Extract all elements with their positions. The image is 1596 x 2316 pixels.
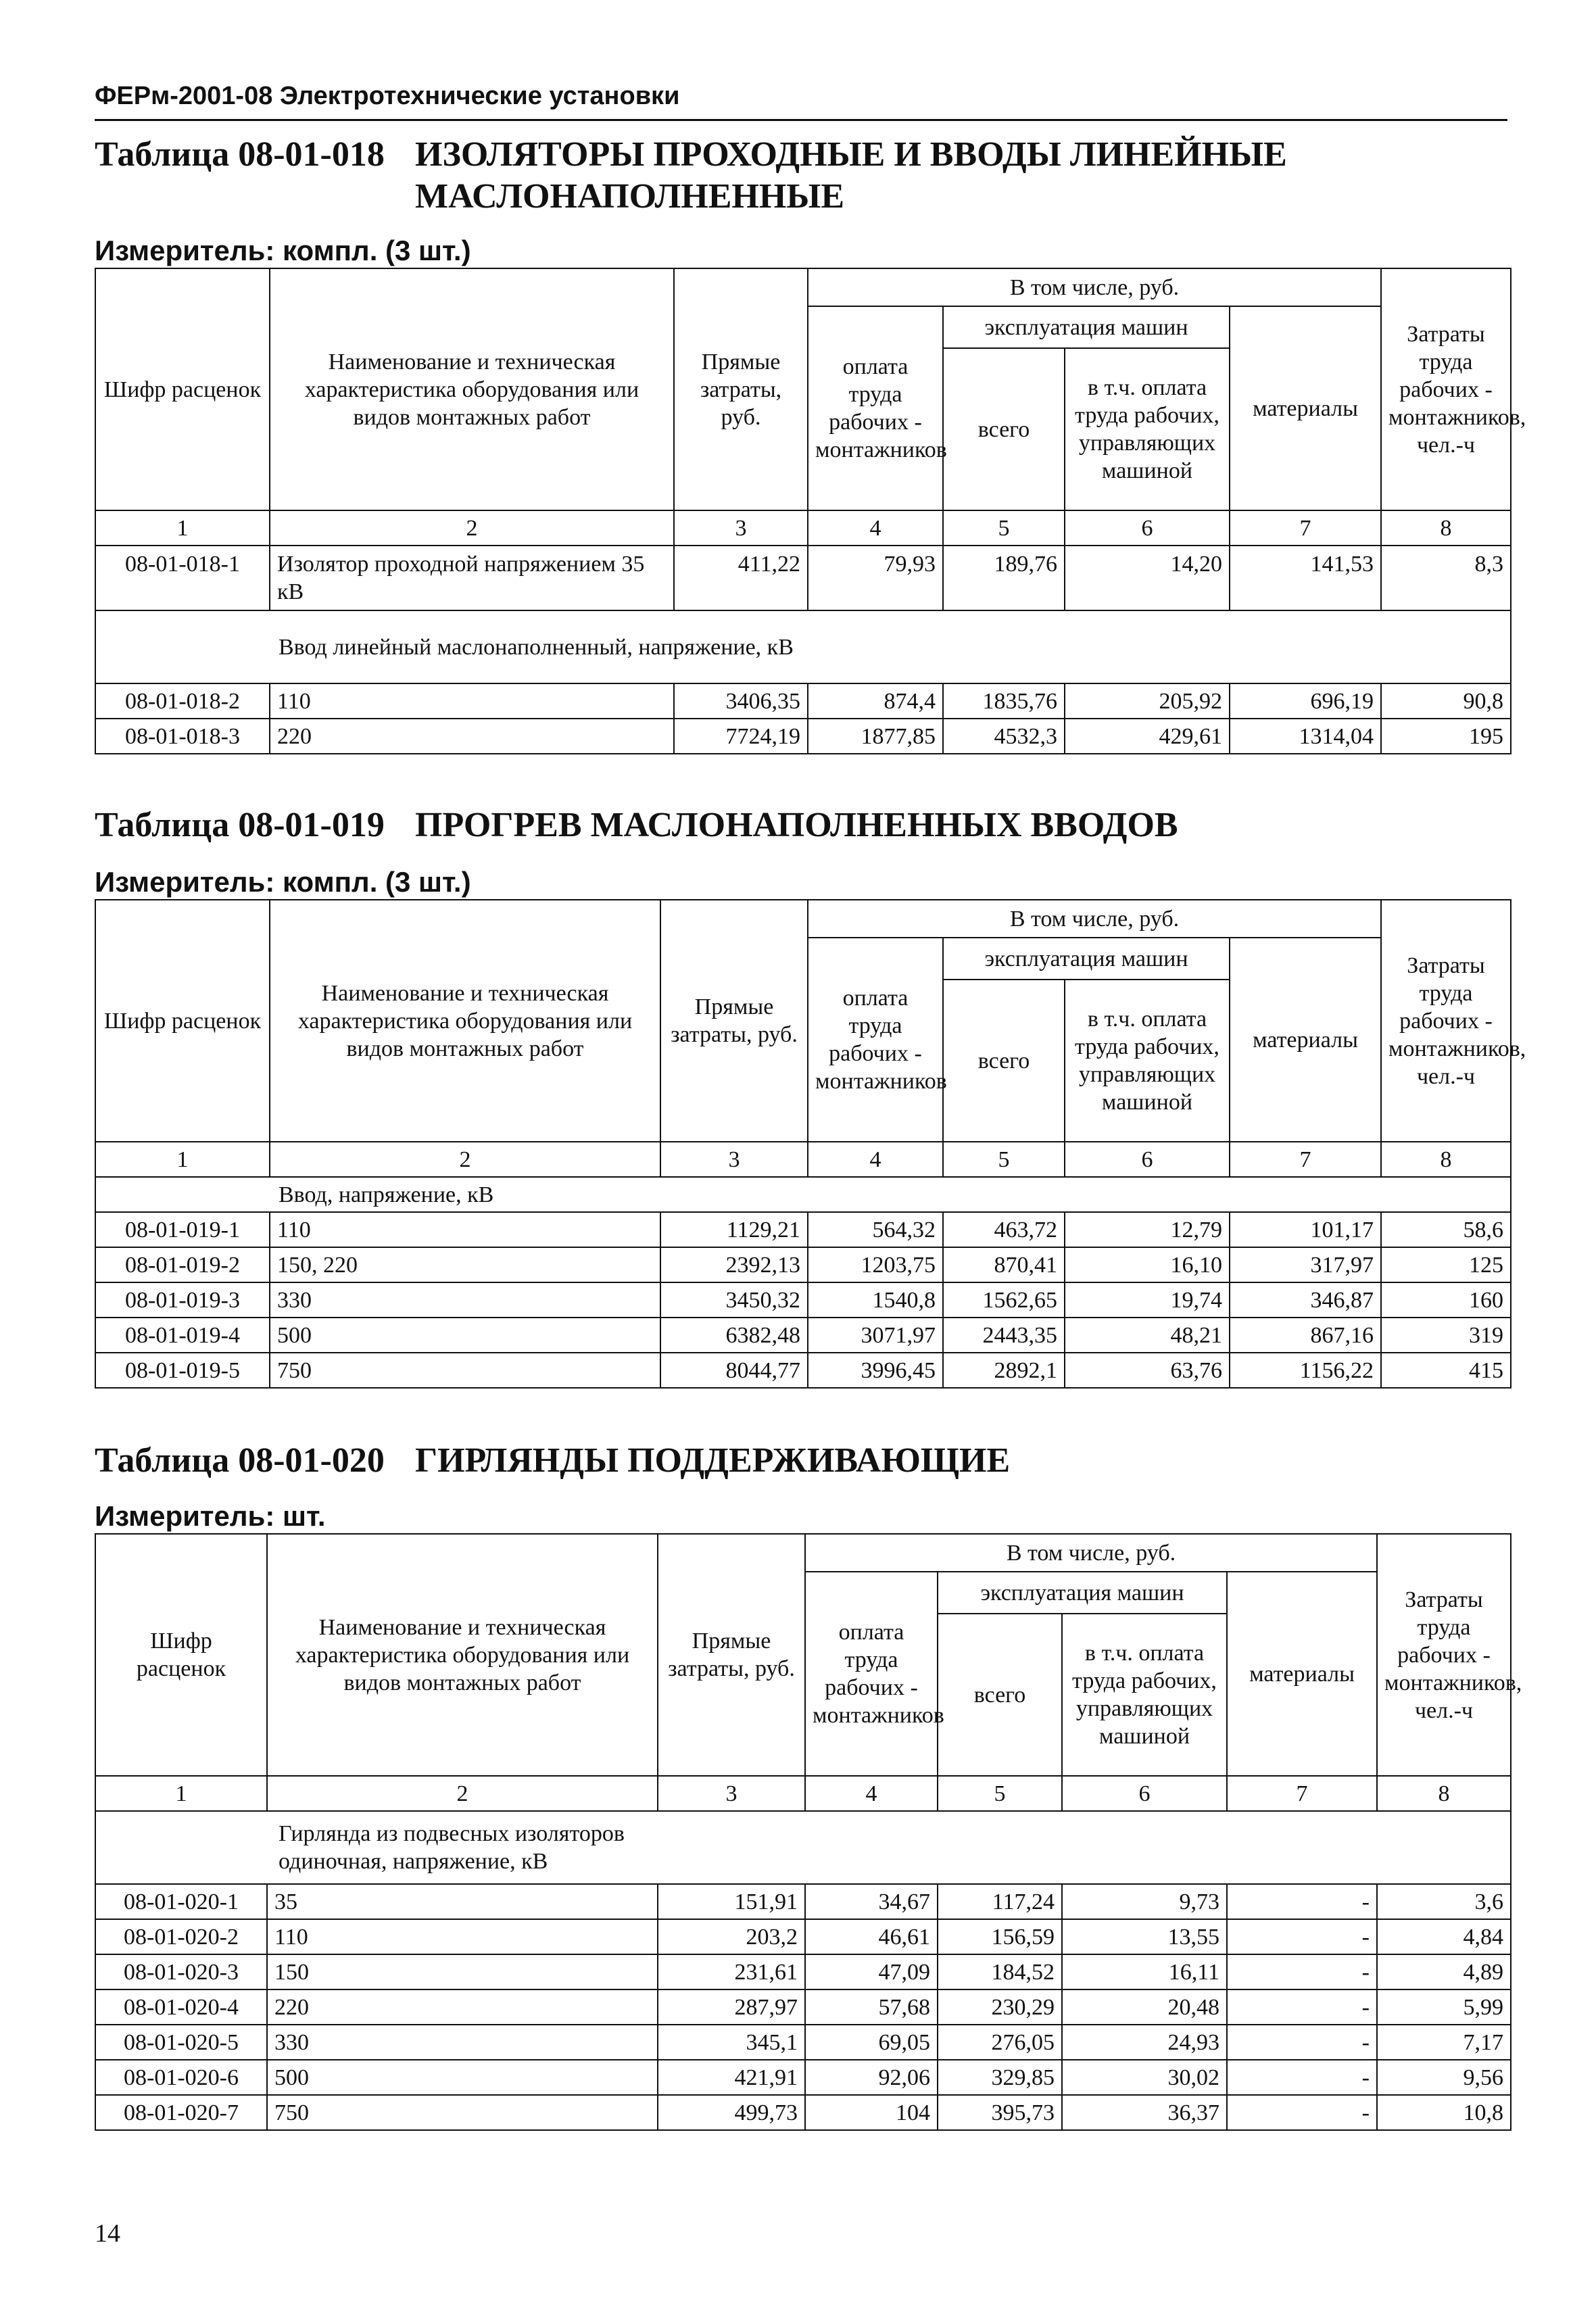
table-row: 08-01-020-4 220 287,97 57,68 230,29 20,48 - 5,99: [95, 1989, 1511, 2025]
col-header-machines: эксплуатация машин: [943, 306, 1230, 348]
column-numbers-row: 1 2 3 4 5 6 7 8: [95, 1776, 1511, 1811]
table-number: Таблица 08-01-019: [95, 806, 385, 844]
table-number: Таблица 08-01-020: [95, 1441, 385, 1480]
page-number: 14: [95, 2219, 120, 2248]
section-row: Ввод линейный маслонаполненный, напряжение, кВ: [95, 610, 1511, 683]
col-header-hours: Затраты труда рабочих - монтажников, чел.-ч: [1381, 268, 1511, 510]
header-rule: [95, 119, 1507, 121]
col-header-mach-labor: в т.ч. оплата труда рабочих, управляющих машиной: [1062, 1614, 1227, 1776]
table-row: 08-01-020-3 150 231,61 47,09 184,52 16,11 - 4,89: [95, 1954, 1511, 1989]
table-number: Таблица 08-01-018: [95, 135, 385, 174]
table-row: 08-01-019-5 750 8044,77 3996,45 2892,1 63,76 1156,22 415: [95, 1353, 1511, 1388]
col-header-code: Шифр расценок: [95, 268, 270, 510]
table-row: 08-01-020-5 330 345,1 69,05 276,05 24,93 - 7,17: [95, 2025, 1511, 2060]
unit-line: Измеритель: шт.: [95, 1500, 326, 1532]
column-numbers-row: 1 2 3 4 5 6 7 8: [95, 510, 1511, 546]
table-name: ИЗОЛЯТОРЫ ПРОХОДНЫЕ И ВВОДЫ ЛИНЕЙНЫЕ МАСЛОНАПОЛНЕННЫЕ: [415, 135, 1287, 216]
col-header-direct: Прямые затраты, руб.: [674, 268, 808, 510]
col-header-mach-total: всего: [943, 980, 1065, 1142]
col-header-incl: В том числе, руб.: [808, 268, 1381, 306]
table-row: 08-01-019-4 500 6382,48 3071,97 2443,35 48,21 867,16 319: [95, 1318, 1511, 1353]
table-row: 08-01-018-1 Изолятор проходной напряжением 35 кВ 411,22 79,93 189,76 14,20 141,53 8,3: [95, 546, 1511, 610]
unit-line: Измеритель: компл. (3 шт.): [95, 866, 471, 898]
col-header-machines: эксплуатация машин: [943, 938, 1230, 980]
table-name: ГИРЛЯНДЫ ПОДДЕРЖИВАЮЩИЕ: [415, 1441, 1011, 1480]
col-header-hours: Затраты труда рабочих - монтажников, чел.-ч: [1381, 900, 1511, 1142]
col-header-machines: эксплуатация машин: [938, 1572, 1227, 1614]
col-header-incl: В том числе, руб.: [805, 1534, 1377, 1572]
col-header-labor: оплата труда рабочих - монтажников: [808, 306, 943, 510]
table-row: 08-01-019-2 150, 220 2392,13 1203,75 870,41 16,10 317,97 125: [95, 1247, 1511, 1282]
norm-table-020: [95, 1533, 1522, 2131]
table-row: 08-01-020-2 110 203,2 46,61 156,59 13,55 - 4,84: [95, 1919, 1511, 1954]
col-header-incl: В том числе, руб.: [808, 900, 1381, 938]
section-row: Гирлянда из подвесных изоляторов одиночная, напряжение, кВ: [95, 1811, 1511, 1884]
col-header-direct: Прямые затраты, руб.: [660, 900, 808, 1142]
table-row: 08-01-020-7 750 499,73 104 395,73 36,37 - 10,8: [95, 2095, 1511, 2130]
col-header-labor: оплата труда рабочих - монтажников: [808, 938, 943, 1142]
col-header-materials: материалы: [1230, 306, 1381, 510]
norm-table-018: [95, 268, 1526, 754]
col-header-name: Наименование и техническая характеристика оборудования или видов монтажных работ: [270, 268, 674, 510]
table-row: 08-01-020-6 500 421,91 92,06 329,85 30,02 - 9,56: [95, 2060, 1511, 2095]
col-header-name: Наименование и техническая характеристика оборудования или видов монтажных работ: [270, 900, 660, 1142]
col-header-mach-labor: в т.ч. оплата труда рабочих, управляющих машиной: [1065, 980, 1230, 1142]
table-row: 08-01-018-2 110 3406,35 874,4 1835,76 205,92 696,19 90,8: [95, 683, 1511, 719]
col-header-code: Шифр расценок: [95, 1534, 267, 1776]
norm-table-019: [95, 899, 1526, 1389]
column-numbers-row: 1 2 3 4 5 6 7 8: [95, 1142, 1511, 1177]
col-header-mach-total: всего: [938, 1614, 1062, 1776]
col-header-materials: материалы: [1227, 1572, 1377, 1776]
col-header-direct: Прямые затраты, руб.: [658, 1534, 805, 1776]
table-name: ПРОГРЕВ МАСЛОНАПОЛНЕННЫХ ВВОДОВ: [415, 806, 1178, 844]
col-header-labor: оплата труда рабочих - монтажников: [805, 1572, 938, 1776]
table-row: 08-01-020-1 35 151,91 34,67 117,24 9,73 - 3,6: [95, 1884, 1511, 1919]
unit-line: Измеритель: компл. (3 шт.): [95, 235, 471, 266]
col-header-mach-labor: в т.ч. оплата труда рабочих, управляющих машиной: [1065, 348, 1230, 510]
col-header-hours: Затраты труда рабочих - монтажников, чел.-ч: [1377, 1534, 1511, 1776]
table-row: 08-01-019-1 110 1129,21 564,32 463,72 12,79 101,17 58,6: [95, 1212, 1511, 1247]
col-header-materials: материалы: [1230, 938, 1381, 1142]
col-header-name: Наименование и техническая характеристика оборудования или видов монтажных работ: [267, 1534, 658, 1776]
table-row: 08-01-018-3 220 7724,19 1877,85 4532,3 429,61 1314,04 195: [95, 719, 1511, 754]
col-header-code: Шифр расценок: [95, 900, 270, 1142]
page-header: ФЕРм-2001-08 Электротехнические установки: [95, 82, 680, 110]
col-header-mach-total: всего: [943, 348, 1065, 510]
section-row: Ввод, напряжение, кВ: [95, 1177, 1511, 1212]
table-row: 08-01-019-3 330 3450,32 1540,8 1562,65 19,74 346,87 160: [95, 1282, 1511, 1318]
